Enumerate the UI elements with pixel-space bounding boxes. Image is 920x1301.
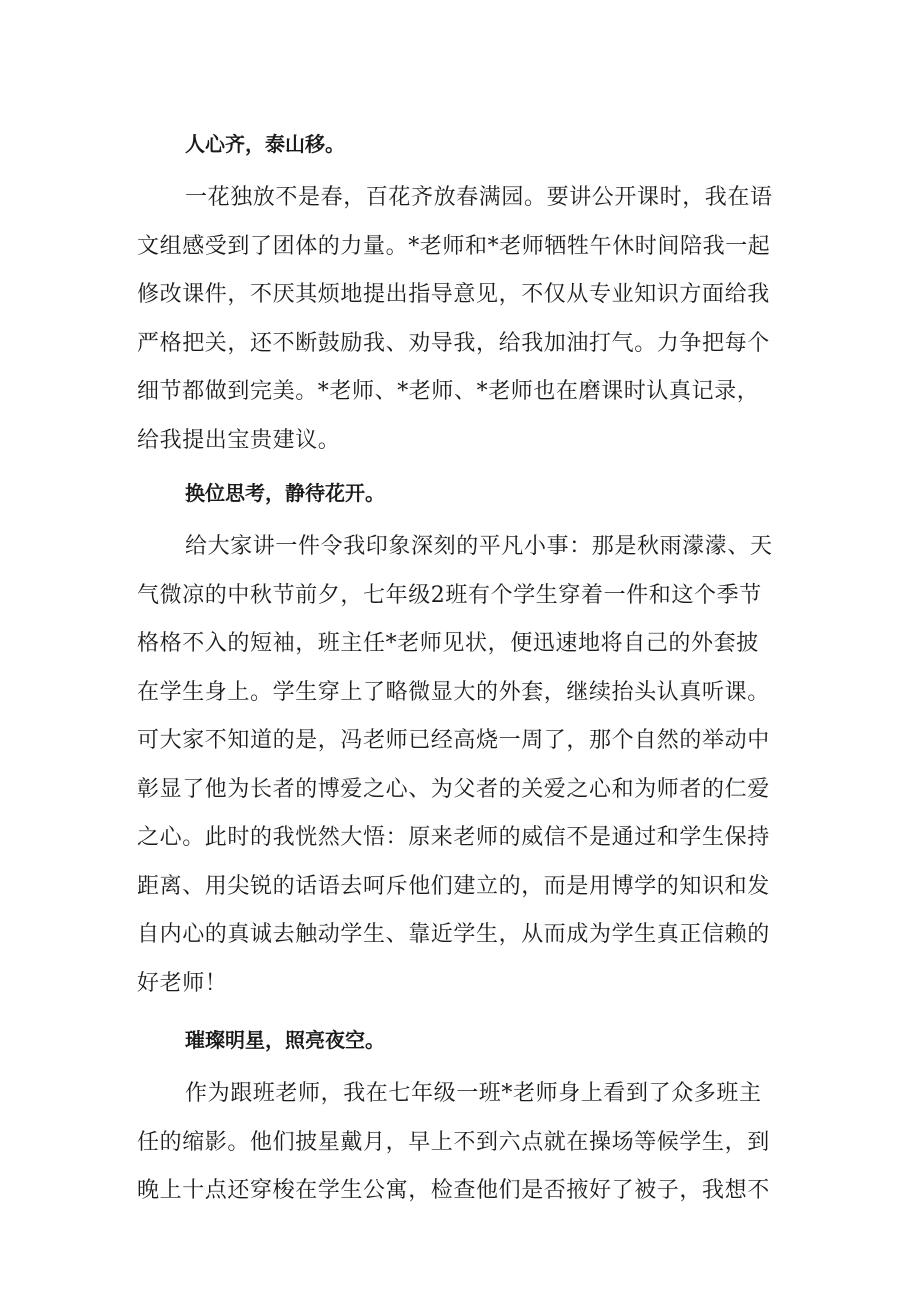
paragraph-line: 修改课件，不厌其烦地提出指导意见，不仅从专业知识方面给我: [137, 282, 770, 307]
paragraph-line: 彰显了他为长者的博爱之心、为父者的关爱之心和为师者的仁爱: [137, 776, 770, 802]
document-body: [137, 120, 797, 1216]
paragraph-line: 晚上十点还穿梭在学生公寓，检查他们是否掖好了被子，我想不: [137, 1178, 770, 1203]
paragraph-3: [137, 1070, 797, 1216]
paragraph-line: 严格把关，还不断鼓励我、劝导我，给我加油打气。力争把每个: [137, 330, 770, 356]
section-heading-1: 人心齐，泰山移。: [185, 132, 345, 156]
paragraph-line: 可大家不知道的是，冯老师已经高烧一周了，那个自然的举动中: [137, 728, 770, 753]
paragraph-line: 给我提出宝贵建议。: [137, 427, 341, 453]
paragraph-line: 距离、用尖锐的话语去呵斥他们建立的，而是用博学的知识和发: [137, 873, 770, 899]
paragraph-line: 给大家讲一件令我印象深刻的平凡小事：那是秋雨濛濛、天: [185, 534, 773, 559]
paragraph-line: 好老师！: [137, 970, 228, 996]
paragraph-line: 细节都做到完美。*老师、*老师、*老师也在磨课时认真记录，: [137, 379, 760, 404]
paragraph-1: [137, 174, 797, 465]
paragraph-line: 一花独放不是春，百花齐放春满园。要讲公开课时，我在语: [185, 185, 773, 210]
paragraph-line: 自内心的真诚去触动学生、靠近学生，从而成为学生真正信赖的: [137, 922, 770, 947]
paragraph-line: 文组感受到了团体的力量。*老师和*老师牺牲午休时间陪我一起: [137, 233, 771, 259]
paragraph-line: 格格不入的短袖，班主任*老师见状，便迅速地将自己的外套披: [137, 631, 759, 656]
paragraph-line: 在学生身上。学生穿上了略微显大的外套，继续抬头认真听课。: [137, 679, 770, 705]
paragraph-2: [137, 523, 797, 1008]
section-heading-3: 璀璨明星，照亮夜空。: [185, 1028, 385, 1052]
paragraph-line: 作为跟班老师，我在七年级一班*老师身上看到了众多班主: [185, 1081, 762, 1106]
paragraph-line: 之心。此时的我恍然大悟：原来老师的威信不是通过和学生保持: [137, 825, 770, 850]
paragraph-line: 气微凉的中秋节前夕，七年级2班有个学生穿着一件和这个季节: [137, 582, 762, 608]
section-heading-2: 换位思考，静待花开。: [185, 481, 385, 505]
paragraph-line: 任的缩影。他们披星戴月，早上不到六点就在操场等候学生，到: [137, 1129, 770, 1155]
